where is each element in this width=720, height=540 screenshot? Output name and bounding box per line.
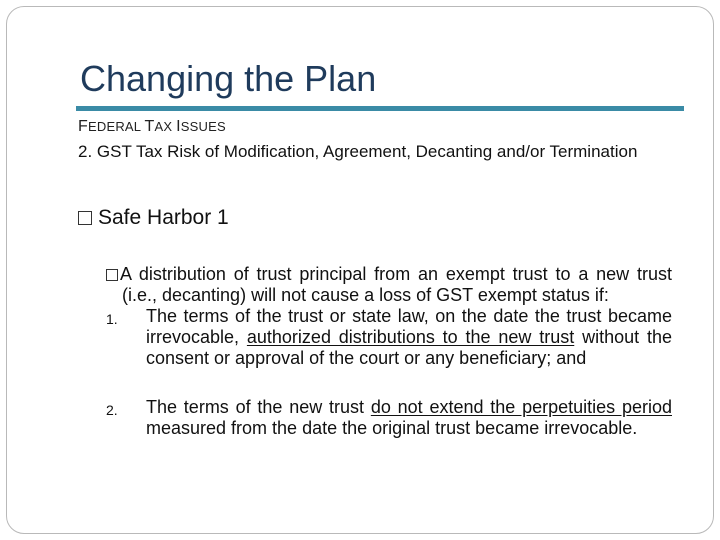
section-heading: 2. GST Tax Risk of Modification, Agreement, Decanting and/or Termination	[78, 142, 638, 161]
bullet-level2-block	[106, 264, 672, 439]
checkbox-bullet-icon	[78, 211, 92, 225]
checkbox-bullet-icon	[106, 269, 118, 281]
title-underline-bar	[76, 106, 684, 111]
bullet-level2-text: A distribution of trust principal from an exempt trust to a new trust (i.e., decanting) will not cause a loss of GST exempt status if:	[120, 264, 672, 305]
slide-title: Changing the Plan	[80, 58, 377, 99]
item-text	[146, 306, 672, 369]
bullet-level2	[106, 264, 672, 306]
item-number: 2.	[106, 402, 118, 418]
subtitle-rest-1: EDERAL	[87, 119, 145, 134]
subtitle-rest-2: AX	[154, 119, 177, 134]
item-text	[146, 397, 672, 439]
subtitle-rest-3: SSUES	[180, 119, 226, 134]
item-text-part: The terms of the new trust	[146, 397, 371, 417]
item-number: 1.	[106, 311, 118, 327]
numbered-item-1	[106, 306, 672, 369]
item-underlined-text: authorized distributions to the new trust	[246, 327, 575, 347]
item-text-part: without the consent or approval of the court or any beneficiary; and	[146, 327, 673, 368]
item-underlined-text: do not extend the perpetuities period	[370, 397, 672, 417]
numbered-item-2	[106, 397, 672, 439]
subtitle-cap-1: F	[78, 118, 88, 135]
bullet-level1-text: Safe Harbor 1	[98, 206, 229, 229]
subtitle-cap-3: I	[176, 118, 181, 135]
section-subtitle	[78, 118, 226, 136]
item-text-part: measured from the date the original trust became irrevocable.	[146, 418, 638, 438]
subtitle-cap-2: T	[144, 118, 155, 135]
bullet-level1	[78, 206, 229, 230]
item-text-part: The terms of the trust or state law, on the date the trust became irrevocable,	[146, 306, 672, 347]
